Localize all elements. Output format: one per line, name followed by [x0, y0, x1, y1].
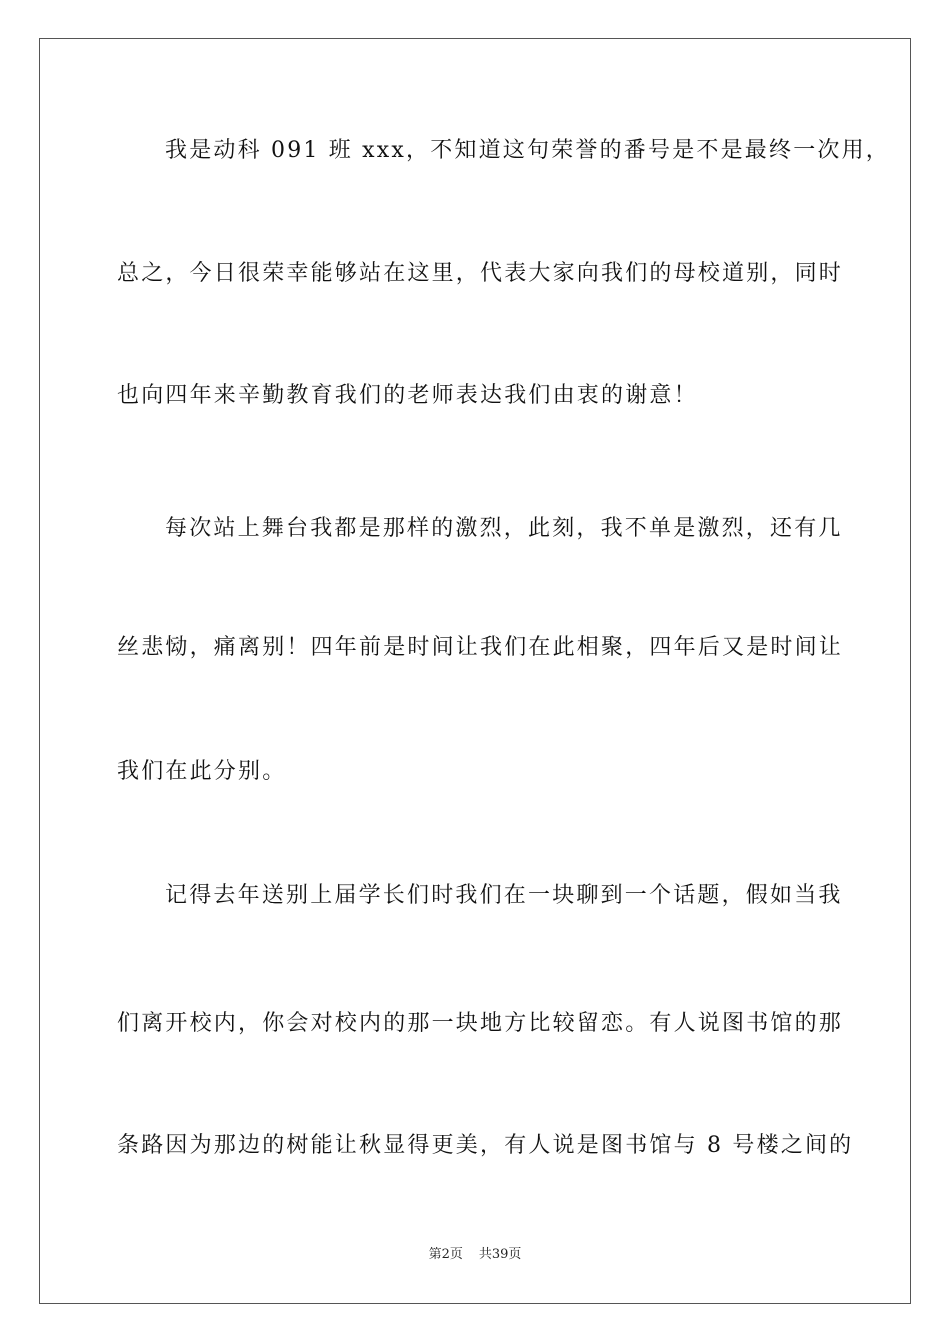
page-footer — [0, 1246, 950, 1264]
paragraph-2-line-2: 丝悲恸，痛离别！四年前是时间让我们在此相聚，四年后又是时间让 — [117, 635, 844, 660]
paragraph-3-line-3: 条路因为那边的树能让秋显得更美，有人说是图书馆与 8 号楼之间的 — [117, 1133, 854, 1158]
paragraph-2-line-1: 每次站上舞台我都是那样的激烈，此刻，我不单是激烈，还有几 — [165, 516, 843, 541]
paragraph-3-line-2: 们离开校内，你会对校内的那一块地方比较留恋。有人说图书馆的那 — [117, 1011, 844, 1036]
page-border — [39, 38, 911, 1304]
paragraph-3-line-1: 记得去年送别上届学长们时我们在一块聊到一个话题，假如当我 — [165, 883, 843, 908]
page-number: 第2页 — [428, 1247, 463, 1262]
paragraph-1-line-3: 也向四年来辛勤教育我们的老师表达我们由衷的谢意！ — [117, 383, 698, 408]
paragraph-1-line-1: 我是动科 091 班 xxx，不知道这句荣誉的番号是不是最终一次用， — [165, 138, 890, 163]
paragraph-2-line-3: 我们在此分别。 — [117, 759, 287, 784]
paragraph-1-line-2: 总之，今日很荣幸能够站在这里，代表大家向我们的母校道别，同时 — [117, 261, 844, 286]
page-total: 共39页 — [478, 1247, 522, 1262]
